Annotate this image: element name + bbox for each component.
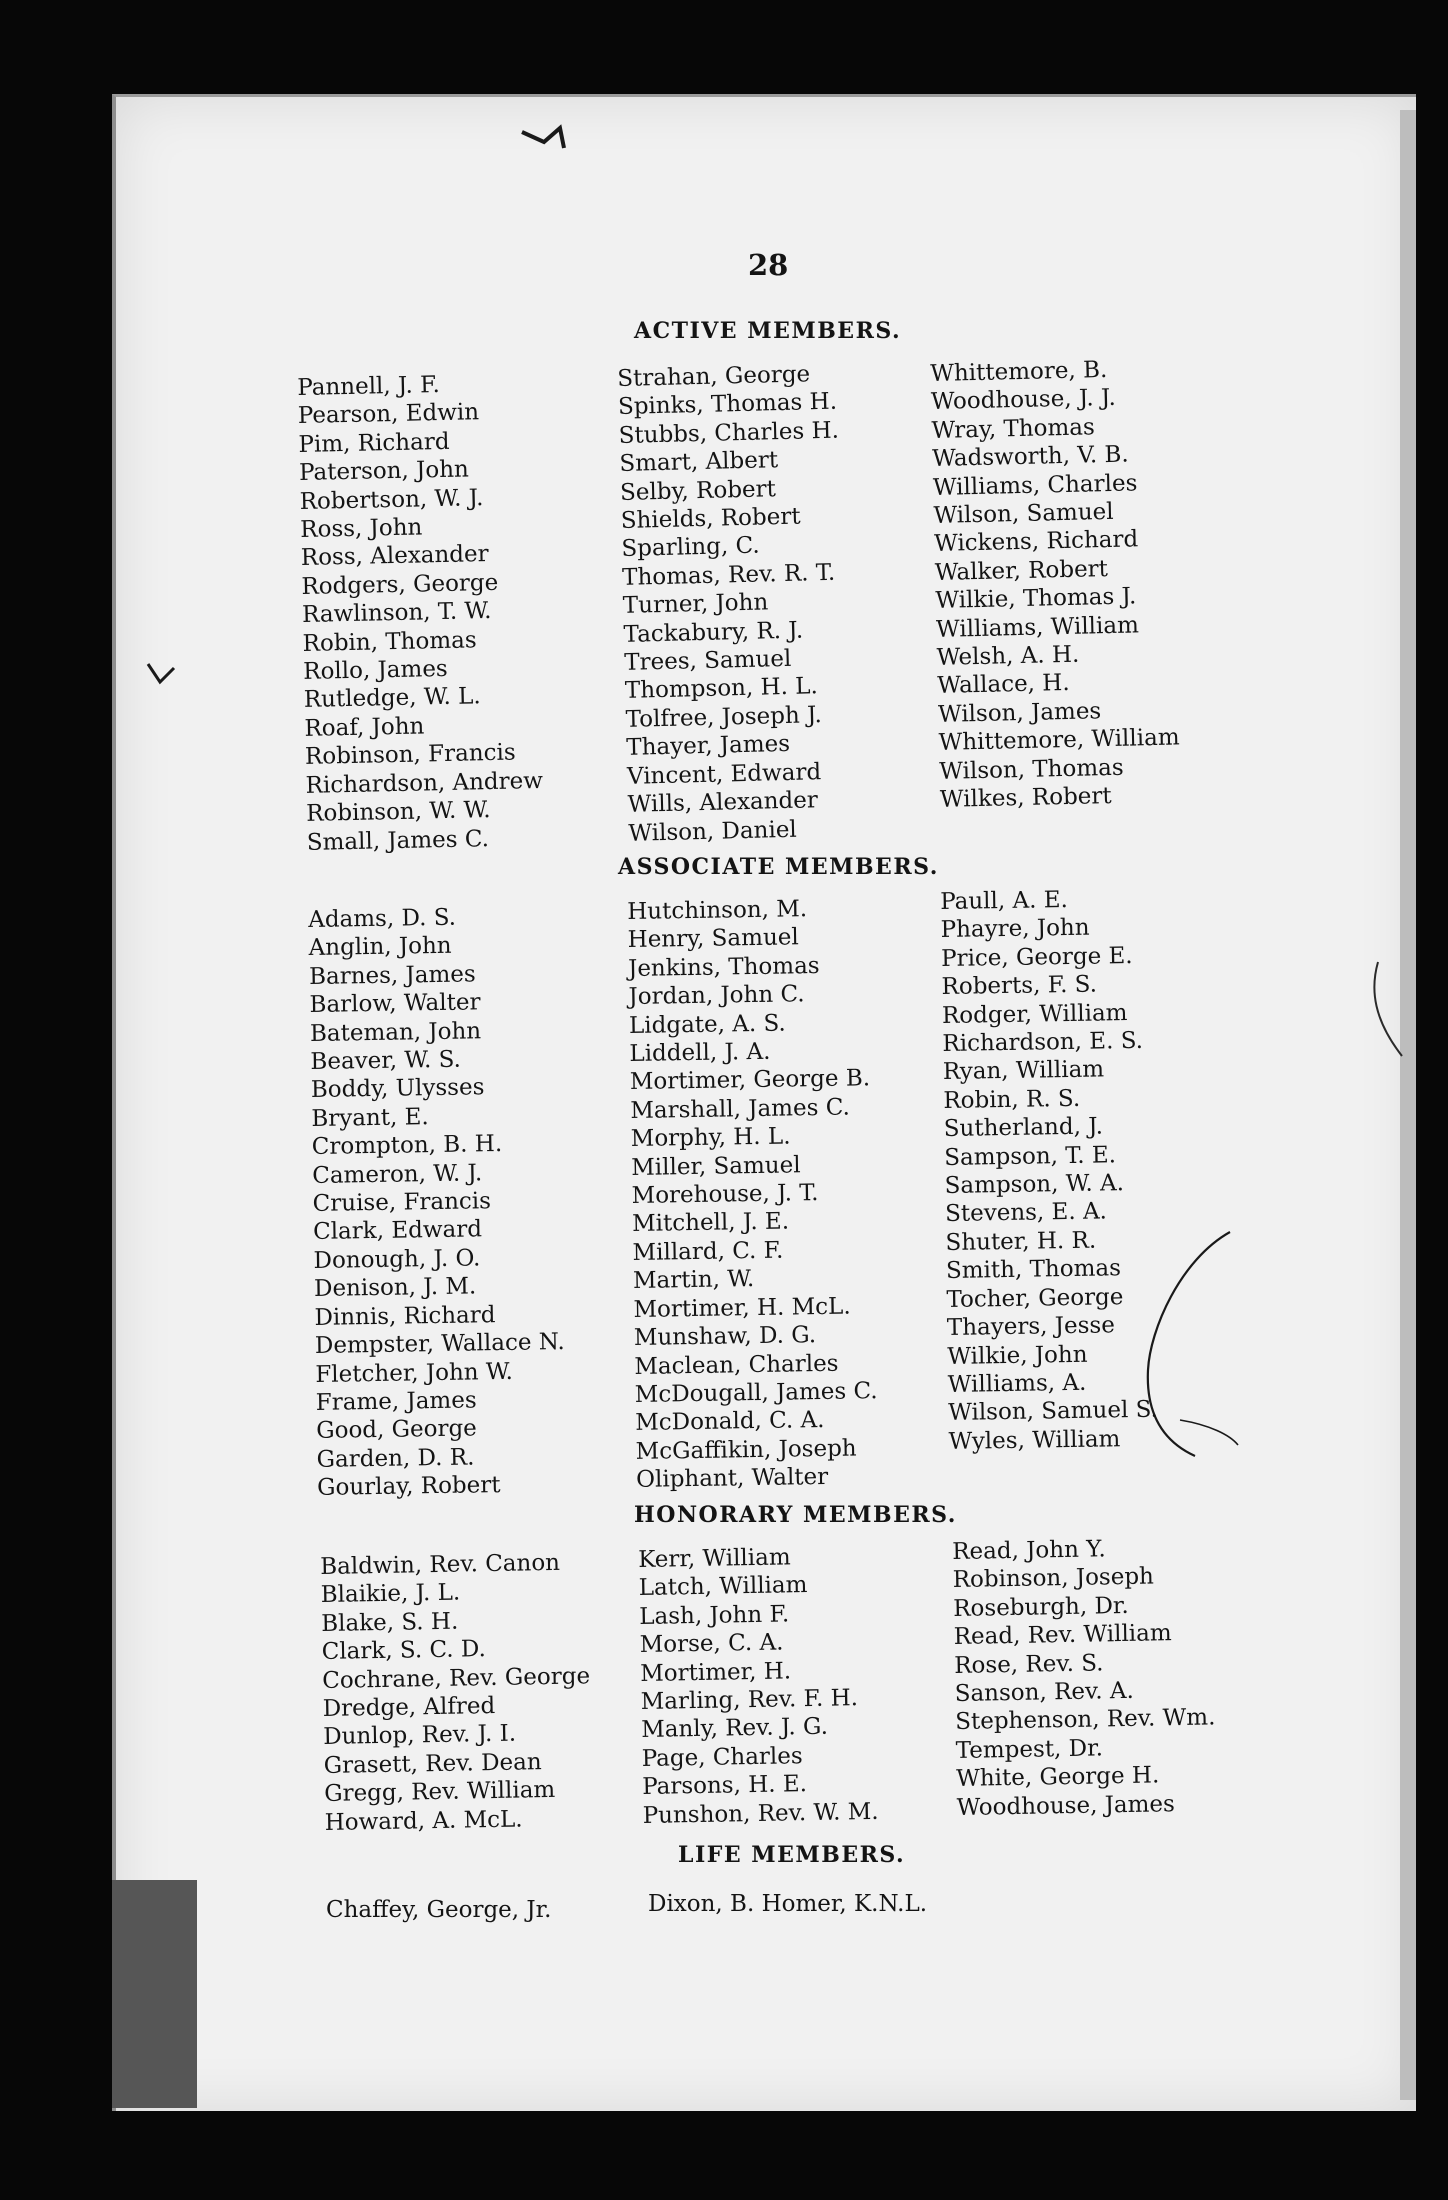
- member-name: Wallace, H.: [937, 670, 1070, 700]
- member-name: Wilson, Samuel S.: [948, 1396, 1159, 1427]
- member-name: Cameron, W. J.: [312, 1159, 483, 1189]
- member-name: Rodgers, George: [301, 569, 499, 600]
- member-name: Walker, Robert: [934, 555, 1109, 586]
- member-name: Stevens, E. A.: [944, 1198, 1108, 1228]
- honorary-members-column-3: [952, 1533, 1217, 1822]
- member-name: Wilson, Thomas: [939, 754, 1124, 785]
- member-name: Blaikie, J. L.: [320, 1579, 461, 1609]
- member-name: Wilson, Daniel: [628, 816, 798, 847]
- member-name: Manly, Rev. J. G.: [640, 1714, 829, 1744]
- member-name: Smart, Albert: [619, 447, 779, 478]
- member-name: Cruise, Francis: [312, 1188, 492, 1218]
- member-name: Marling, Rev. F. H.: [640, 1685, 859, 1716]
- member-name: Miller, Samuel: [631, 1151, 801, 1181]
- member-name: Sanson, Rev. A.: [954, 1677, 1135, 1708]
- member-name: Woodhouse, J. J.: [930, 385, 1117, 416]
- member-name: Williams, William: [935, 611, 1140, 643]
- member-name: Anglin, John: [308, 933, 452, 962]
- member-name: Sampson, W. A.: [944, 1170, 1125, 1200]
- top-scratch-mark: [520, 118, 580, 158]
- member-name: Wyles, William: [948, 1425, 1121, 1455]
- member-name: Small, James C.: [306, 825, 490, 856]
- member-name: Parsons, H. E.: [641, 1771, 808, 1801]
- member-name: Robin, R. S.: [943, 1085, 1081, 1114]
- member-name: Richardson, E. S.: [942, 1027, 1144, 1058]
- member-name: Read, John Y.: [952, 1536, 1106, 1565]
- member-name: Dredge, Alfred: [322, 1692, 496, 1723]
- member-name: Donough, J. O.: [313, 1245, 481, 1274]
- member-name: Robinson, Joseph: [952, 1563, 1155, 1594]
- member-name: Frame, James: [315, 1387, 477, 1416]
- honorary-members-column-1: [320, 1548, 593, 1837]
- member-name: Barlow, Walter: [309, 989, 481, 1019]
- member-name: Rutledge, W. L.: [303, 683, 481, 714]
- member-name: White, George H.: [955, 1762, 1160, 1793]
- member-name: Robin, Thomas: [302, 626, 477, 657]
- member-name: Williams, A.: [947, 1369, 1087, 1398]
- life-members-column-2: [648, 1890, 927, 1918]
- page-number: 28: [748, 248, 789, 282]
- member-name: Clark, Edward: [312, 1216, 483, 1246]
- member-name: Dixon, B. Homer, K.N.L.: [648, 1891, 928, 1917]
- member-name: Paull, A. E.: [940, 886, 1069, 915]
- member-name: Punshon, Rev. W. M.: [642, 1798, 879, 1829]
- member-name: Whittemore, B.: [930, 356, 1108, 387]
- member-name: Shields, Robert: [620, 503, 801, 534]
- member-name: Wilkes, Robert: [939, 783, 1112, 813]
- member-name: Rollo, James: [302, 655, 448, 685]
- life-members-heading: LIFE MEMBERS.: [678, 1842, 906, 1868]
- member-name: Thayer, James: [626, 731, 791, 762]
- member-name: Sampson, T. E.: [944, 1141, 1117, 1171]
- member-name: Good, George: [316, 1415, 478, 1445]
- member-name: Price, George E.: [940, 942, 1133, 972]
- member-name: Rose, Rev. S.: [954, 1650, 1104, 1679]
- member-name: Gourlay, Robert: [316, 1472, 501, 1502]
- member-name: Blake, S. H.: [321, 1608, 459, 1637]
- member-name: Tackabury, R. J.: [623, 617, 804, 648]
- member-name: Grasett, Rev. Dean: [323, 1749, 542, 1779]
- member-name: Stubbs, Charles H.: [618, 417, 840, 449]
- member-name: Wills, Alexander: [627, 787, 819, 818]
- member-name: Oliphant, Walter: [635, 1464, 829, 1494]
- member-name: Whittemore, William: [938, 724, 1180, 757]
- associate-members-column-3: [940, 885, 1159, 1456]
- member-name: Hutchinson, M.: [627, 896, 808, 925]
- member-name: Henry, Samuel: [627, 924, 799, 954]
- member-name: Mortimer, H. McL.: [633, 1293, 851, 1323]
- member-name: Tolfree, Joseph J.: [625, 701, 823, 733]
- member-name: Maclean, Charles: [634, 1350, 839, 1380]
- associate-members-column-1: [308, 902, 567, 1502]
- member-name: McDonald, C. A.: [635, 1407, 825, 1437]
- member-name: Robinson, Francis: [304, 739, 516, 771]
- margin-scratch-mark: [1368, 960, 1408, 1060]
- member-name: Wilson, James: [937, 698, 1102, 728]
- member-name: Morphy, H. L.: [630, 1123, 791, 1153]
- member-name: Morse, C. A.: [639, 1629, 784, 1659]
- member-name: Pearson, Edwin: [297, 399, 480, 430]
- member-name: Latch, William: [638, 1572, 808, 1602]
- member-name: Morehouse, J. T.: [631, 1180, 819, 1210]
- member-name: Stephenson, Rev. Wm.: [954, 1704, 1216, 1736]
- member-name: Lash, John F.: [639, 1601, 790, 1630]
- associate-members-heading: ASSOCIATE MEMBERS.: [618, 854, 939, 880]
- member-name: Dunlop, Rev. J. I.: [322, 1721, 517, 1751]
- member-name: Wilkie, Thomas J.: [935, 583, 1137, 615]
- member-name: Liddell, J. A.: [629, 1038, 771, 1068]
- member-name: McDougall, James C.: [634, 1378, 878, 1408]
- member-name: Spinks, Thomas H.: [617, 389, 838, 421]
- member-name: Vincent, Edward: [626, 758, 822, 790]
- member-name: Wilson, Samuel: [933, 498, 1114, 529]
- member-name: Howard, A. McL.: [324, 1806, 523, 1836]
- active-members-column-3: [930, 355, 1181, 815]
- member-name: Rawlinson, T. W.: [301, 598, 492, 629]
- member-name: Martin, W.: [632, 1266, 755, 1295]
- associate-members-column-2: [627, 894, 879, 1494]
- member-name: Mortimer, H.: [640, 1657, 792, 1687]
- member-name: Roberts, F. S.: [941, 971, 1098, 1001]
- member-name: Shuter, H. R.: [945, 1227, 1097, 1256]
- member-name: Sparling, C.: [621, 533, 760, 563]
- member-name: Bateman, John: [309, 1017, 482, 1047]
- member-name: Baldwin, Rev. Canon: [320, 1549, 561, 1580]
- active-members-heading: ACTIVE MEMBERS.: [634, 318, 902, 344]
- member-name: Robertson, W. J.: [299, 484, 484, 515]
- member-name: Wray, Thomas: [931, 414, 1096, 444]
- member-name: Woodhouse, James: [956, 1790, 1176, 1821]
- member-name: Welsh, A. H.: [936, 641, 1080, 671]
- member-name: Beaver, W. S.: [310, 1046, 462, 1076]
- member-name: Lidgate, A. S.: [628, 1010, 786, 1039]
- member-name: Phayre, John: [940, 915, 1090, 944]
- honorary-members-column-2: [638, 1542, 879, 1830]
- member-name: Cochrane, Rev. George: [322, 1662, 591, 1694]
- member-name: Denison, J. M.: [313, 1273, 477, 1303]
- member-name: Pim, Richard: [298, 428, 450, 458]
- member-name: Thomas, Rev. R. T.: [621, 559, 836, 591]
- next-page-edge: [1400, 110, 1416, 2100]
- member-name: Dempster, Wallace N.: [314, 1329, 565, 1360]
- active-members-column-2: [617, 360, 849, 848]
- member-name: Paterson, John: [298, 456, 470, 487]
- member-name: Wadsworth, V. B.: [931, 441, 1130, 473]
- member-name: Fletcher, John W.: [315, 1358, 514, 1388]
- member-name: Roseburgh, Dr.: [953, 1592, 1129, 1622]
- member-name: Barnes, James: [308, 961, 476, 990]
- member-name: Marshall, James C.: [630, 1094, 851, 1124]
- member-name: Mitchell, J. E.: [631, 1208, 790, 1238]
- member-name: Robinson, W. W.: [305, 797, 491, 827]
- active-members-column-1: [297, 369, 544, 857]
- member-name: Strahan, George: [617, 361, 811, 392]
- member-name: Roaf, John: [304, 713, 425, 742]
- member-name: Tocher, George: [946, 1283, 1124, 1313]
- member-name: Millard, C. F.: [632, 1237, 784, 1266]
- member-name: Ryan, William: [942, 1056, 1105, 1086]
- member-name: Ross, John: [299, 514, 423, 543]
- member-name: Sutherland, J.: [943, 1113, 1104, 1143]
- member-name: Wickens, Richard: [933, 526, 1139, 558]
- scan-shadow: [112, 1880, 197, 2108]
- member-name: Boddy, Ulysses: [310, 1074, 485, 1104]
- member-name: Williams, Charles: [932, 469, 1138, 501]
- member-name: Pannell, J. F.: [297, 372, 441, 401]
- member-name: Kerr, William: [638, 1544, 791, 1573]
- member-name: Thayers, Jesse: [946, 1312, 1116, 1342]
- member-name: Turner, John: [622, 589, 769, 620]
- member-name: McGaffikin, Joseph: [635, 1435, 857, 1465]
- member-name: Read, Rev. William: [953, 1620, 1172, 1651]
- member-name: Tempest, Dr.: [955, 1735, 1104, 1764]
- member-name: Jordan, John C.: [628, 981, 805, 1011]
- member-name: Rodger, William: [941, 999, 1128, 1029]
- member-name: Adams, D. S.: [308, 904, 457, 933]
- member-name: Chaffey, George, Jr.: [326, 1897, 552, 1923]
- member-name: Ross, Alexander: [300, 541, 489, 572]
- life-members-column-1: [326, 1896, 551, 1924]
- member-name: Mortimer, George B.: [629, 1065, 871, 1096]
- member-name: Richardson, Andrew: [305, 767, 544, 799]
- member-name: Clark, S. C. D.: [321, 1636, 487, 1666]
- member-name: Thompson, H. L.: [624, 673, 819, 705]
- member-name: Jenkins, Thomas: [627, 952, 820, 982]
- member-name: Crompton, B. H.: [311, 1131, 503, 1161]
- member-name: Smith, Thomas: [945, 1255, 1122, 1285]
- member-name: Bryant, E.: [311, 1103, 429, 1132]
- member-name: Dinnis, Richard: [314, 1301, 496, 1331]
- left-margin-mark: [146, 660, 176, 690]
- member-name: Wilkie, John: [947, 1341, 1088, 1370]
- member-name: Selby, Robert: [619, 475, 777, 506]
- member-name: Page, Charles: [641, 1743, 803, 1772]
- honorary-members-heading: HONORARY MEMBERS.: [634, 1502, 957, 1528]
- member-name: Garden, D. R.: [316, 1444, 475, 1473]
- member-name: Gregg, Rev. William: [323, 1777, 556, 1808]
- member-name: Munshaw, D. G.: [633, 1322, 817, 1352]
- member-name: Trees, Samuel: [623, 645, 792, 676]
